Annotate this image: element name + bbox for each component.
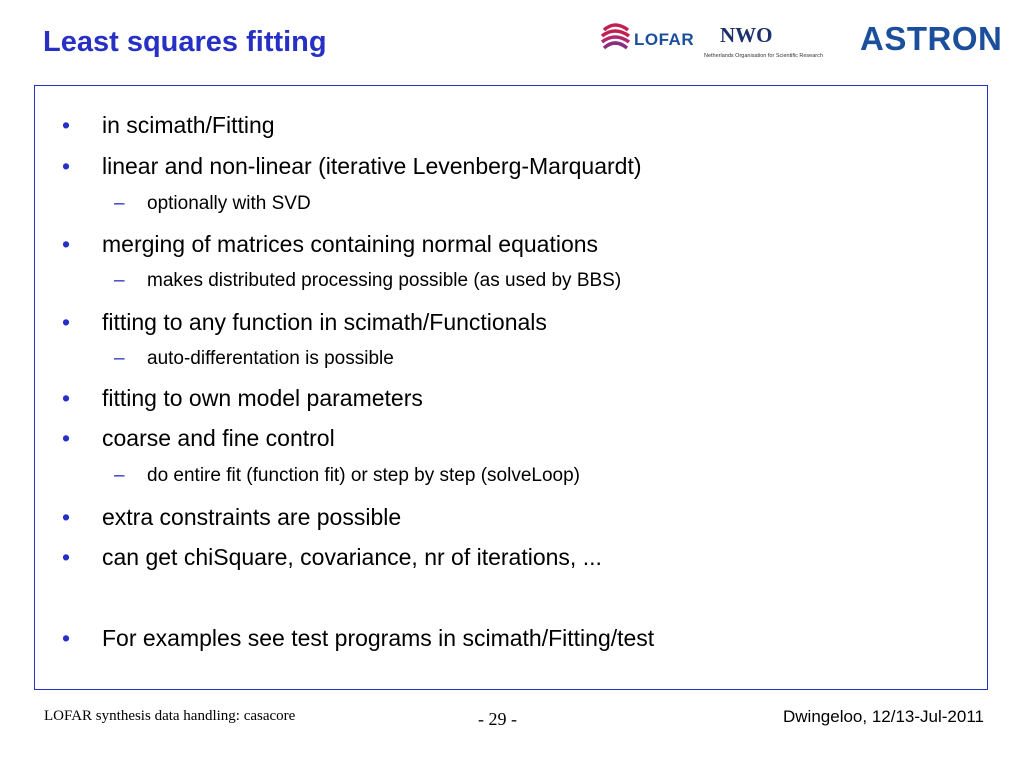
bullet-marker: • <box>62 112 71 138</box>
bullet-marker: • <box>62 425 71 451</box>
bullet-marker: • <box>62 231 71 257</box>
bullet-marker: • <box>62 385 71 411</box>
bullet-marker: • <box>62 625 71 651</box>
nwo-logo-subtitle: Netherlands Organisation for Scientific Research <box>704 53 823 59</box>
bullet-text: coarse and fine control <box>102 425 335 451</box>
dash-marker: – <box>114 465 125 486</box>
astron-logo <box>860 20 1002 58</box>
footer-location-date: Dwingeloo, 12/13-Jul-2011 <box>783 707 984 726</box>
bullet-text: merging of matrices containing normal equations <box>102 231 599 257</box>
dash-marker: – <box>114 270 125 291</box>
bullet-marker: • <box>62 504 71 530</box>
page-number: - 29 - <box>478 709 517 729</box>
logo-bar <box>598 16 1010 68</box>
slide-title: Least squares fitting <box>43 26 327 58</box>
bullet-text: linear and non-linear (iterative Levenberg-Marquardt) <box>102 153 642 179</box>
footer-title: LOFAR synthesis data handling: casacore <box>44 708 296 724</box>
bullet-text: For examples see test programs in scimath/Fitting/test <box>102 625 655 651</box>
lofar-logo-text: LOFAR <box>634 30 695 49</box>
bullet-marker: • <box>62 309 71 335</box>
astron-logo-text: ASTRON <box>860 20 1003 57</box>
bullet-marker: • <box>62 153 71 179</box>
bullet-marker: • <box>62 544 71 570</box>
bullet-text: optionally with SVD <box>147 193 311 214</box>
bullet-text: auto-differentation is possible <box>147 348 394 369</box>
bullet-text: makes distributed processing possible (as used by BBS) <box>147 270 622 291</box>
bullet-text: extra constraints are possible <box>102 504 402 530</box>
bullet-text: do entire fit (function fit) or step by step (solveLoop) <box>147 465 580 486</box>
lofar-logo-icon <box>598 22 632 54</box>
bullet-text: fitting to any function in scimath/Functionals <box>102 309 547 335</box>
bullet-text: can get chiSquare, covariance, nr of iterations, ... <box>102 544 602 570</box>
nwo-logo-text: NWO <box>720 23 773 47</box>
bullet-text: fitting to own model parameters <box>102 385 423 411</box>
dash-marker: – <box>114 193 125 214</box>
bullet-text: in scimath/Fitting <box>102 112 275 138</box>
dash-marker: – <box>114 348 125 369</box>
content-frame <box>34 85 988 690</box>
